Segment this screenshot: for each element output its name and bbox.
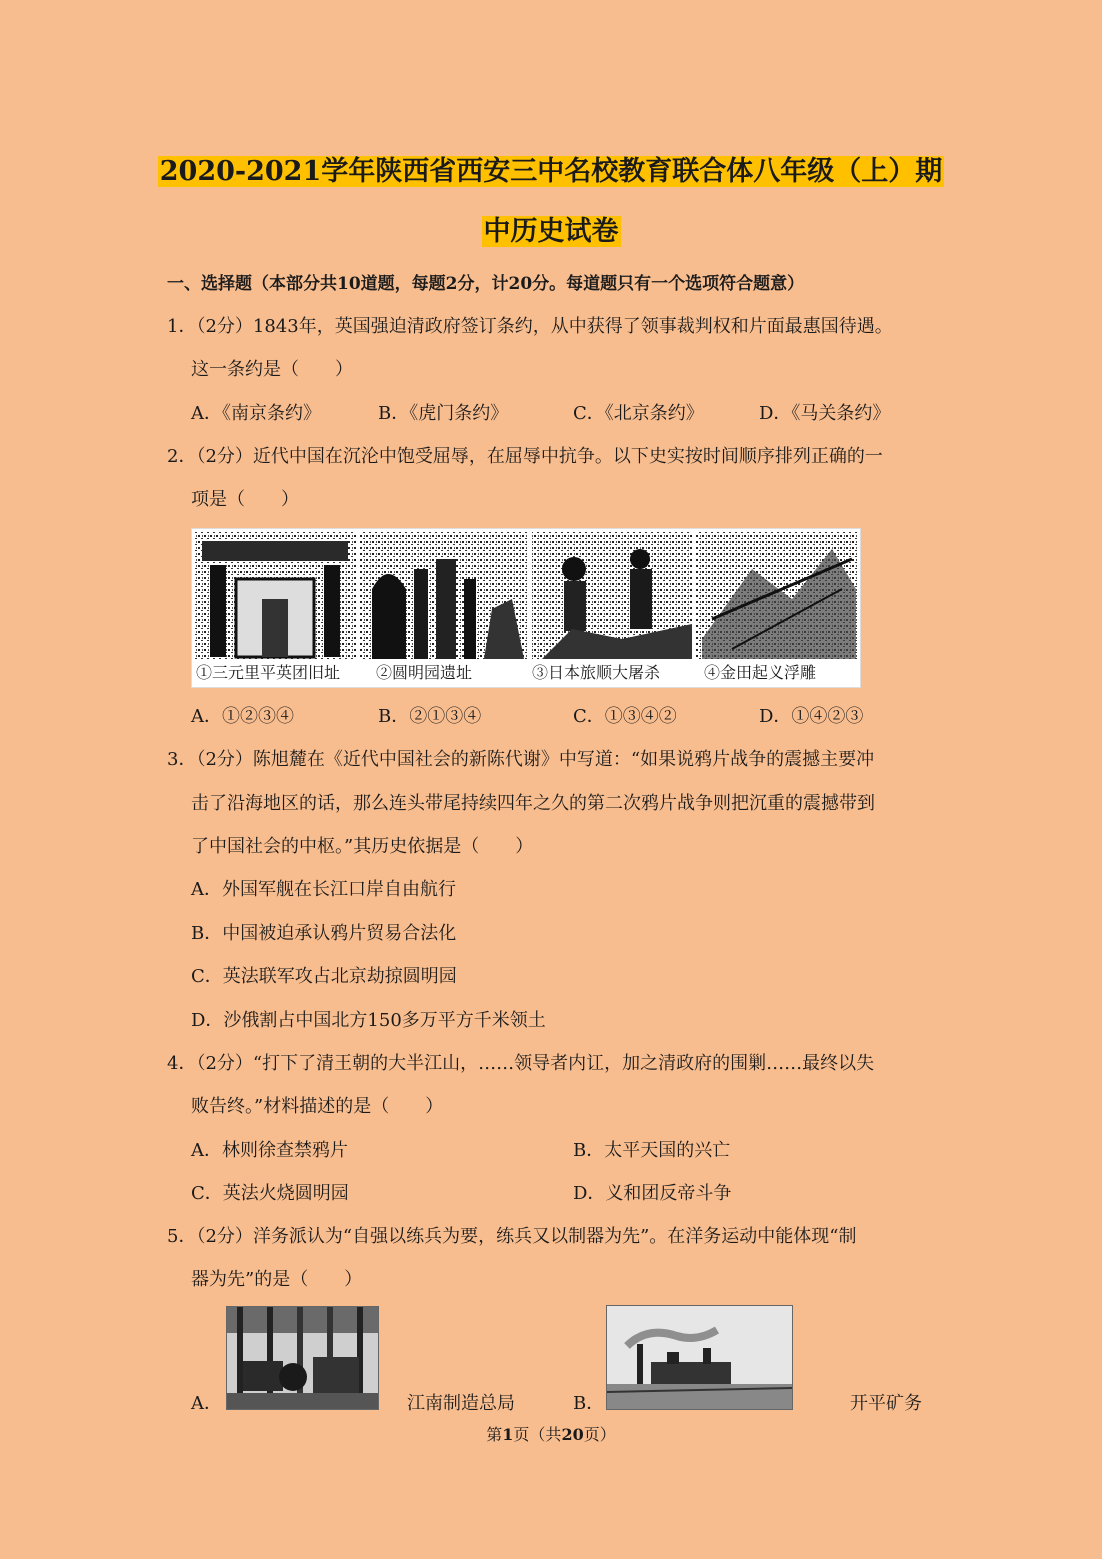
section-heading: 一、选择题（本部分共10道题，每题2分，计20分。每道题只有一个选项符合题意）: [167, 274, 805, 294]
exam-title-line-2: 中历史试卷: [483, 216, 619, 247]
q1-stem-line-1: 1．（2分）1843年，英国强迫清政府签订条约，从中获得了领事裁判权和片面最惠国待遇。: [167, 316, 893, 337]
q2-option-d[interactable]: D．①④②③: [759, 706, 864, 727]
photo-caption-3: ③日本旅顺大屠杀: [532, 663, 661, 682]
photo-caption-4: ④金田起义浮雕: [704, 663, 817, 682]
q1-option-a[interactable]: A．《南京条约》: [191, 403, 321, 424]
q1-stem-line-2: 这一条约是（ ）: [191, 359, 353, 380]
q2-stem-line-1: 2．（2分）近代中国在沉沦中饱受屈辱，在屈辱中抗争。以下史实按时间顺序排列正确的一: [167, 446, 883, 467]
q2-stem-line-2: 项是（ ）: [191, 489, 299, 510]
q2-option-c[interactable]: C．①③④②: [573, 706, 677, 727]
q2-option-a[interactable]: A．①②③④: [191, 706, 294, 727]
historical-photo-strip: [191, 528, 861, 688]
exam-title-line-1: 2020-2021学年陕西省西安三中名校教育联合体八年级（上）期: [159, 156, 943, 187]
factory-photo-graphic: [227, 1307, 378, 1409]
q3-option-c[interactable]: C．英法联军攻占北京劫掠圆明园: [191, 966, 457, 987]
q3-option-b[interactable]: B．中国被迫承认鸦片贸易合法化: [191, 923, 457, 944]
current-page-number: 1: [502, 1425, 514, 1444]
photo-caption-2: ②圆明园遗址: [376, 663, 473, 682]
q4-option-a[interactable]: A．林则徐查禁鸦片: [191, 1140, 348, 1161]
photo-lushun-massacre: [532, 531, 692, 659]
q5-option-a-caption: 江南制造总局: [407, 1393, 515, 1414]
q5-option-a-photo[interactable]: [226, 1306, 379, 1410]
q5-option-b-letter[interactable]: B．: [573, 1393, 605, 1414]
q3-stem-line-3: 了中国社会的中枢。”其历史依据是（ ）: [191, 836, 534, 857]
q1-option-b[interactable]: B．《虎门条约》: [378, 403, 509, 424]
q1-option-c[interactable]: C．《北京条约》: [573, 403, 704, 424]
photo-yuanmingyuan-ruins: [360, 531, 528, 659]
q5-option-a-letter[interactable]: A．: [191, 1393, 222, 1414]
q3-option-d[interactable]: D．沙俄割占中国北方150多万平方千米领土: [191, 1010, 546, 1031]
page-footer: 第1页（共20页）: [486, 1425, 616, 1444]
q5-stem-line-1: 5．（2分）洋务派认为“自强以练兵为要，练兵又以制器为先”。在洋务运动中能体现“制: [167, 1226, 857, 1247]
photo-jintian-relief: [696, 531, 858, 659]
q4-stem-line-2: 败告终。”材料描述的是（ ）: [191, 1096, 444, 1117]
q4-option-d[interactable]: D．义和团反帝斗争: [573, 1183, 732, 1204]
q3-stem-line-1: 3．（2分）陈旭麓在《近代中国社会的新陈代谢》中写道：“如果说鸦片战争的震撼主要冲: [167, 749, 875, 770]
q5-option-b-caption: 开平矿务: [850, 1393, 922, 1414]
q3-option-a[interactable]: A．外国军舰在长江口岸自由航行: [191, 879, 456, 900]
photo-sanyuanli-gate: [194, 531, 356, 659]
q3-stem-line-2: 击了沿海地区的话，那么连头带尾持续四年之久的第二次鸦片战争则把沉重的震撼带到: [191, 793, 875, 814]
total-page-count: 20: [561, 1425, 584, 1444]
q4-option-b[interactable]: B．太平天国的兴亡: [573, 1140, 731, 1161]
q4-stem-line-1: 4．（2分）“打下了清王朝的大半江山，……领导者内讧，加之清政府的围剿……最终以失: [167, 1053, 875, 1074]
photo-caption-1: ①三元里平英团旧址: [196, 663, 341, 682]
q5-option-b-photo[interactable]: [606, 1305, 793, 1410]
q4-option-c[interactable]: C．英法火烧圆明园: [191, 1183, 349, 1204]
q1-option-d[interactable]: D．《马关条约》: [759, 403, 891, 424]
q2-option-b[interactable]: B．②①③④: [378, 706, 482, 727]
q5-stem-line-2: 器为先”的是（ ）: [191, 1269, 363, 1290]
mine-photo-graphic: [607, 1306, 792, 1409]
